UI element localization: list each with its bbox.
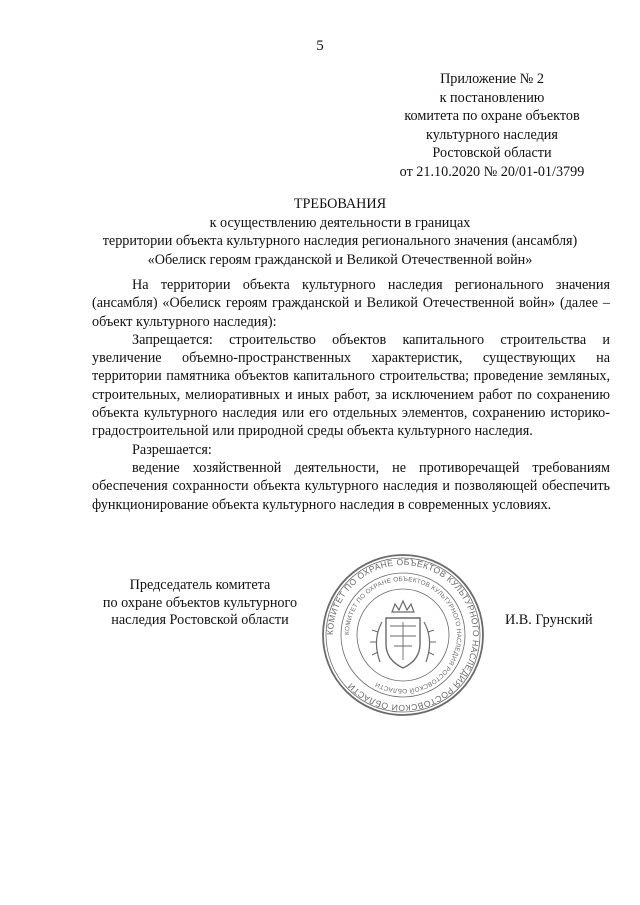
signatory-position: [95, 577, 305, 630]
appendix-line: культурного наследия: [426, 126, 558, 143]
appendix-line: комитета по охране объектов: [404, 108, 580, 125]
official-seal: [320, 552, 486, 718]
allowed-heading: Разрешается:: [132, 441, 212, 458]
signatory-name: И.В. Грунский: [505, 612, 593, 628]
intro-paragraph: На территории объекта культурного наследия регионального значения (ансамбля) «Обелиск героям гражданской и Великой Отечественной войн» (далее – объект культурного наследия):: [92, 277, 610, 330]
allowed-paragraph: ведение хозяйственной деятельности, не противоречащей требованиям обеспечения сохранности объекта культурного наследия и позволяющей обеспечить функционирование объекта культурного наследия в современных условиях.: [92, 459, 610, 513]
appendix-line: к постановлению: [439, 89, 545, 106]
position-line: по охране объектов культурного: [102, 594, 298, 611]
title-line: территории объекта культурного наследия регионального значения (ансамбля): [102, 233, 578, 250]
title-heading: ТРЕБОВАНИЯ: [293, 196, 387, 212]
appendix-line: от 21.10.2020 № 20/01-01/3799: [399, 163, 585, 180]
seal-inner-text: КОМИТЕТ ПО ОХРАНЕ ОБЪЕКТОВ КУЛЬТУРНОГО НАСЛЕДИЯ РОСТОВСКОЙ ОБЛАСТИ: [343, 575, 463, 695]
appendix-line: Приложение № 2: [440, 71, 544, 87]
title-line: «Обелиск героям гражданской и Великой Отечественной войн»: [147, 251, 533, 268]
page-number: 5: [316, 38, 324, 54]
document-title: [60, 195, 620, 269]
position-line: Председатель комитета: [129, 577, 271, 593]
prohibited-paragraph: Запрещается: строительство объектов капитального строительства и увеличение объемно-пространственных характеристик, существующих на территории памятника объектов капитального строительства; проведение земляных, строительных, мелиоративных и иных работ, за исключением работ по сохранению объекта культурного наследия или его отдельных элементов, сохранению историко-градостроительной или природной среды объекта культурного наследия.: [92, 331, 610, 440]
document-body: [92, 276, 610, 514]
appendix-line: Ростовской области: [432, 145, 552, 162]
appendix-block: [382, 70, 602, 182]
position-line: наследия Ростовской области: [111, 612, 289, 628]
seal-outer-text: КОМИТЕТ ПО ОХРАНЕ ОБЪЕКТОВ КУЛЬТУРНОГО НАСЛЕДИЯ РОСТОВСКОЙ ОБЛАСТИ: [324, 556, 482, 714]
title-line: к осуществлению деятельности в границах: [209, 214, 471, 231]
